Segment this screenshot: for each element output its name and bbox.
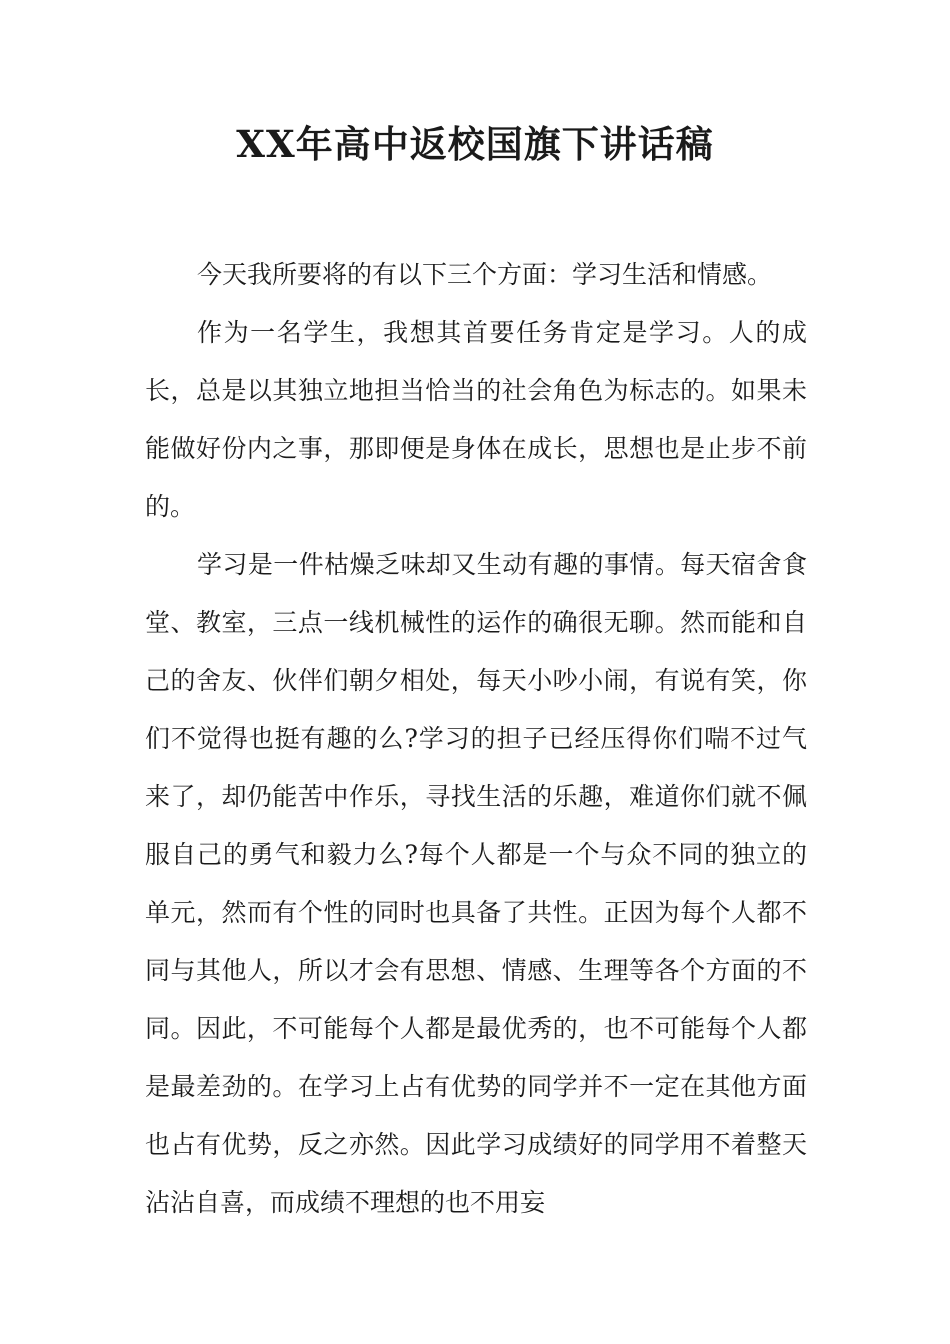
document-title: XX年高中返校国旗下讲话稿: [236, 122, 714, 166]
paragraph-study-life: 学习是一件枯燥乏味却又生动有趣的事情。每天宿舍食堂、教室，三点一线机械性的运作的确很无聊。然而能和自己的舍友、伙伴们朝夕相处，每天小吵小闹，有说有笑，你们不觉得也挺有趣的么?学习的担子已经压得你们喘不过气来了，却仍能苦中作乐，寻找生活的乐趣，难道你们就不佩服自己的勇气和毅力么?每个人都是一个与众不同的独立的单元，然而有个性的同时也具备了共性。正因为每个人都不同与其他人，所以才会有思想、情感、生理等各个方面的不同。因此，不可能每个人都是最优秀的，也不可能每个人都是最差劲的。在学习上占有优势的同学并不一定在其他方面也占有优势，反之亦然。因此学习成绩好的同学用不着整天沾沾自喜，而成绩不理想的也不用妄: [145, 550, 807, 1217]
paragraph-intro: 今天我所要将的有以下三个方面：学习生活和情感。: [197, 260, 773, 289]
document-body: [145, 246, 807, 1232]
paragraph-study-duty: 作为一名学生，我想其首要任务肯定是学习。人的成长，总是以其独立地担当恰当的社会角色为标志的。如果未能做好份内之事，那即便是身体在成长，思想也是止步不前的。: [145, 318, 807, 521]
